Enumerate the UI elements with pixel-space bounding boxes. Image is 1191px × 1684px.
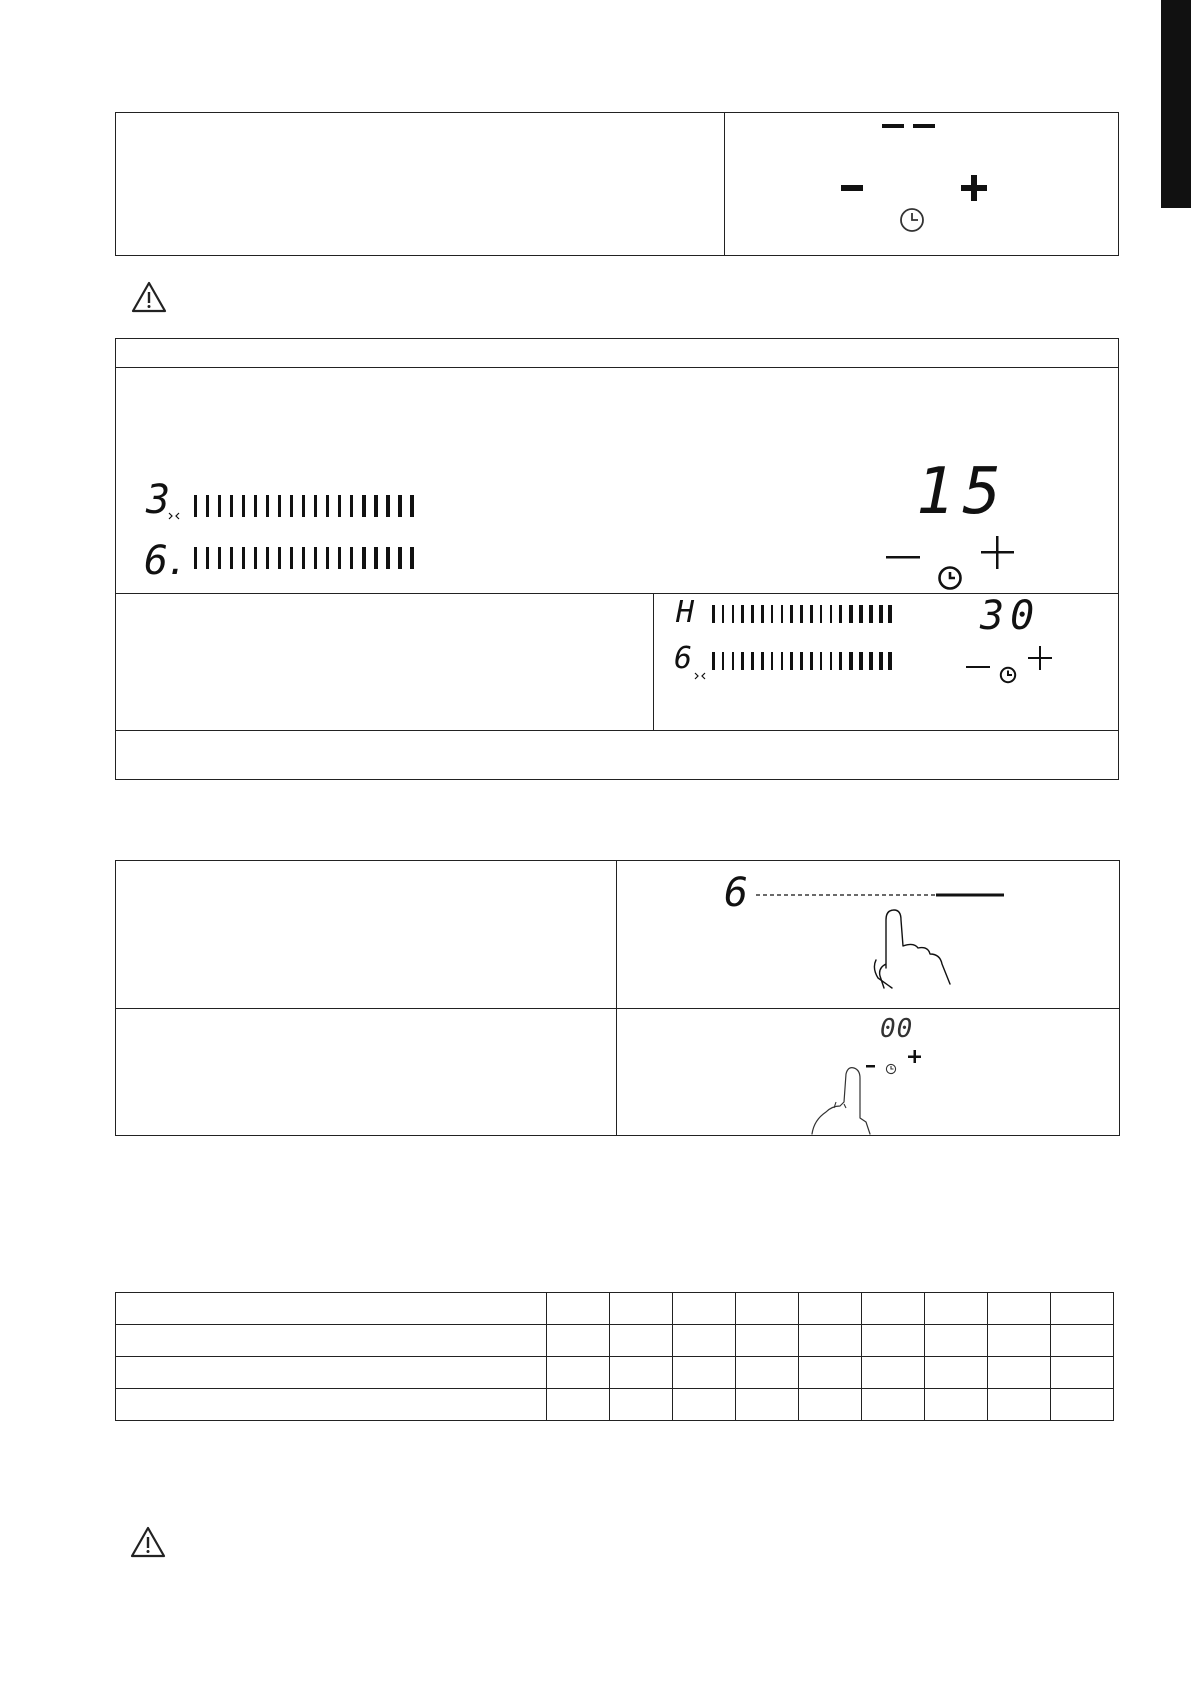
slider-tick bbox=[290, 495, 293, 517]
finger-touch-icon bbox=[870, 898, 960, 995]
slider-tick bbox=[712, 605, 715, 623]
slider-tick bbox=[242, 495, 245, 517]
table-value-cell bbox=[547, 1325, 610, 1357]
table-value-cell bbox=[736, 1325, 799, 1357]
slider-tick bbox=[810, 652, 813, 670]
slider-tick bbox=[712, 652, 715, 670]
table-value-cell bbox=[988, 1389, 1051, 1421]
table-value-cell bbox=[862, 1389, 925, 1421]
timer-plus-button[interactable] bbox=[1028, 646, 1052, 670]
timer-panel-middle-row-line bbox=[115, 593, 1119, 594]
table-value-cell bbox=[799, 1293, 862, 1325]
slider-tick bbox=[761, 605, 764, 623]
slider-tick bbox=[374, 547, 378, 569]
table-label-cell bbox=[116, 1389, 547, 1421]
table-value-cell bbox=[799, 1357, 862, 1389]
page-edge-tab bbox=[1161, 0, 1191, 208]
slider-tick bbox=[879, 605, 883, 623]
slider-tick bbox=[194, 495, 197, 517]
timer-minus-button[interactable] bbox=[886, 550, 922, 560]
slider-tick bbox=[741, 605, 744, 623]
slider-tick bbox=[326, 547, 329, 569]
slider-tick bbox=[790, 605, 793, 623]
slider-tick bbox=[830, 605, 833, 623]
timer-display-dashes bbox=[880, 120, 940, 139]
slider-tick bbox=[398, 495, 402, 517]
boost-dot-icon bbox=[168, 507, 180, 525]
table-label-cell bbox=[116, 1357, 547, 1389]
table-value-cell bbox=[547, 1293, 610, 1325]
slider-tick bbox=[722, 652, 725, 670]
slider-tick bbox=[314, 547, 317, 569]
slider-tick bbox=[218, 547, 221, 569]
slider-tick bbox=[820, 605, 823, 623]
slider-tick bbox=[810, 605, 813, 623]
timer-panel-middle-divider bbox=[653, 593, 654, 730]
slider-tick bbox=[771, 652, 774, 670]
table-value-cell bbox=[925, 1293, 988, 1325]
table-value-cell bbox=[610, 1293, 673, 1325]
slider-tick bbox=[410, 547, 414, 569]
table-label-cell bbox=[116, 1293, 547, 1325]
slider-tick bbox=[751, 652, 754, 670]
timer-panel-top-divider bbox=[724, 112, 725, 256]
power-slider-row-3[interactable] bbox=[712, 605, 898, 625]
slider-tick bbox=[302, 547, 305, 569]
table-value-cell bbox=[673, 1325, 736, 1357]
table-value-cell bbox=[610, 1357, 673, 1389]
slider-tick bbox=[386, 495, 390, 517]
table-value-cell bbox=[736, 1293, 799, 1325]
slider-tick bbox=[732, 652, 735, 670]
table-value-cell bbox=[925, 1389, 988, 1421]
table-value-cell bbox=[1051, 1325, 1114, 1357]
slider-tick bbox=[800, 652, 803, 670]
table-row bbox=[116, 1389, 1114, 1421]
timer-value-00: 00 bbox=[880, 1014, 914, 1044]
table-value-cell bbox=[1051, 1293, 1114, 1325]
slider-tick bbox=[859, 652, 863, 670]
zone-level-dot: . bbox=[166, 542, 188, 583]
slider-tick bbox=[781, 605, 784, 623]
table-row bbox=[116, 1357, 1114, 1389]
table-value-cell bbox=[862, 1357, 925, 1389]
timer-panel-middle-footer-line bbox=[115, 730, 1119, 731]
timer-minus-button[interactable] bbox=[840, 180, 866, 194]
table-value-cell bbox=[547, 1389, 610, 1421]
slider-tick bbox=[839, 652, 842, 670]
slider-tick bbox=[849, 652, 853, 670]
table-value-cell bbox=[799, 1325, 862, 1357]
slider-tick bbox=[254, 547, 257, 569]
slider-tick bbox=[230, 547, 233, 569]
slider-tick bbox=[869, 605, 873, 623]
clock-icon bbox=[999, 666, 1017, 689]
slider-tick bbox=[218, 495, 221, 517]
slider-tick bbox=[888, 605, 892, 623]
timer-value-15: 15 bbox=[916, 455, 1010, 529]
dash-segments bbox=[880, 120, 940, 134]
timer-plus-button[interactable] bbox=[981, 536, 1015, 570]
slider-level-6: 6 bbox=[724, 870, 749, 916]
power-slider-row-1[interactable] bbox=[194, 495, 424, 519]
warning-triangle-icon bbox=[131, 281, 167, 318]
slider-tick bbox=[350, 547, 353, 569]
slider-tick bbox=[362, 495, 366, 517]
slider-tick bbox=[741, 652, 744, 670]
timer-panel-middle-header-line bbox=[115, 367, 1119, 368]
finger-touch-icon bbox=[810, 1064, 890, 1141]
slider-tick bbox=[830, 652, 833, 670]
table-value-cell bbox=[673, 1293, 736, 1325]
table-value-cell bbox=[673, 1357, 736, 1389]
slider-tick bbox=[732, 605, 735, 623]
slider-tick bbox=[888, 652, 892, 670]
table-value-cell bbox=[736, 1357, 799, 1389]
slider-tick bbox=[869, 652, 873, 670]
grid-table bbox=[115, 1292, 1114, 1421]
table-value-cell bbox=[547, 1357, 610, 1389]
warning-triangle-icon bbox=[130, 1526, 166, 1563]
slider-tick bbox=[849, 605, 853, 623]
clock-icon bbox=[937, 565, 963, 596]
touch-panel-row-line bbox=[115, 1008, 1120, 1009]
slider-tick bbox=[194, 547, 197, 569]
slider-tick bbox=[326, 495, 329, 517]
slider-tick bbox=[266, 547, 269, 569]
slider-tick bbox=[206, 547, 209, 569]
table-value-cell bbox=[925, 1325, 988, 1357]
slider-tick bbox=[338, 547, 341, 569]
slider-tick bbox=[374, 495, 378, 517]
table-value-cell bbox=[988, 1293, 1051, 1325]
table-value-cell bbox=[988, 1357, 1051, 1389]
table-value-cell bbox=[1051, 1389, 1114, 1421]
slider-tick bbox=[859, 605, 863, 623]
clock-icon bbox=[899, 207, 925, 238]
slider-tick bbox=[254, 495, 257, 517]
slider-tick bbox=[800, 605, 803, 623]
touch-panel-divider bbox=[616, 860, 617, 1136]
timer-value-30: 30 bbox=[980, 593, 1041, 639]
touch-slider-line[interactable] bbox=[756, 885, 1006, 891]
timer-plus-button[interactable] bbox=[908, 1050, 922, 1064]
table-value-cell bbox=[736, 1389, 799, 1421]
table-label-cell bbox=[116, 1325, 547, 1357]
table-value-cell bbox=[799, 1389, 862, 1421]
slider-tick bbox=[230, 495, 233, 517]
zone-level-6: 6 bbox=[674, 641, 693, 676]
slider-tick bbox=[266, 495, 269, 517]
slider-tick bbox=[781, 652, 784, 670]
table-value-cell bbox=[988, 1325, 1051, 1357]
slider-tick bbox=[350, 495, 353, 517]
table-value-cell bbox=[862, 1293, 925, 1325]
slider-tick bbox=[761, 652, 764, 670]
slider-tick bbox=[790, 652, 793, 670]
slider-tick bbox=[314, 495, 317, 517]
slider-tick bbox=[839, 605, 842, 623]
table-value-cell bbox=[862, 1325, 925, 1357]
table-row bbox=[116, 1325, 1114, 1357]
table-value-cell bbox=[610, 1325, 673, 1357]
slider-tick bbox=[362, 547, 366, 569]
timer-minus-button[interactable] bbox=[866, 1056, 876, 1062]
slider-tick bbox=[242, 547, 245, 569]
slider-tick bbox=[338, 495, 341, 517]
touch-panel bbox=[115, 860, 1120, 1136]
table-value-cell bbox=[925, 1357, 988, 1389]
slider-tick bbox=[771, 605, 774, 623]
slider-tick bbox=[751, 605, 754, 623]
timer-minus-button[interactable] bbox=[966, 657, 992, 663]
slider-tick bbox=[278, 495, 281, 517]
slider-tick bbox=[410, 495, 414, 517]
slider-tick bbox=[820, 652, 823, 670]
zone-level-3: 3 bbox=[146, 477, 171, 523]
power-slider-row-4[interactable] bbox=[712, 652, 898, 672]
slider-tick bbox=[386, 547, 390, 569]
zone-level-H: H bbox=[676, 595, 695, 630]
table-row bbox=[116, 1293, 1114, 1325]
slider-tick bbox=[206, 495, 209, 517]
slider-tick bbox=[290, 547, 293, 569]
slider-tick bbox=[302, 495, 305, 517]
slider-tick bbox=[879, 652, 883, 670]
table-value-cell bbox=[610, 1389, 673, 1421]
power-slider-row-2[interactable] bbox=[194, 547, 424, 571]
slider-tick bbox=[278, 547, 281, 569]
slider-tick bbox=[722, 605, 725, 623]
zone-level-6: 6 bbox=[144, 538, 169, 584]
timer-plus-button[interactable] bbox=[960, 173, 990, 203]
boost-dot-icon bbox=[694, 667, 706, 685]
table-value-cell bbox=[1051, 1357, 1114, 1389]
table-value-cell bbox=[673, 1389, 736, 1421]
slider-tick bbox=[398, 547, 402, 569]
